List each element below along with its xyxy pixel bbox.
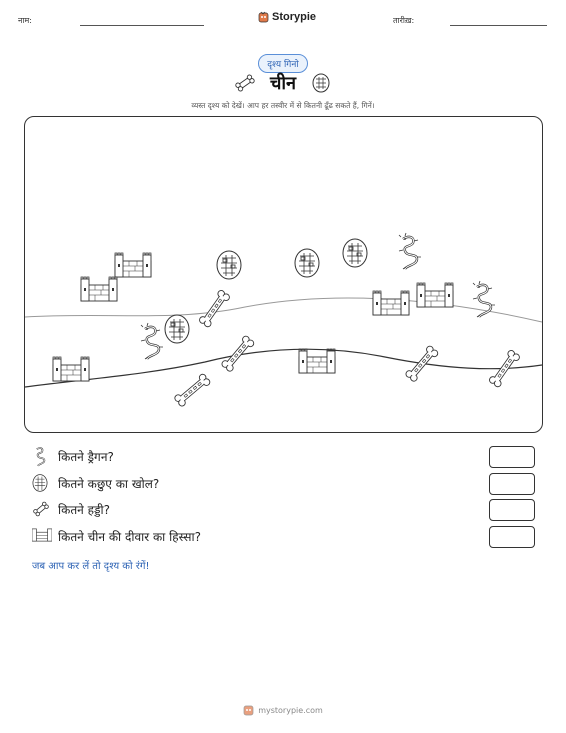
dragon-icon xyxy=(32,447,48,467)
answer-box-dragon[interactable] xyxy=(489,446,535,468)
dragon xyxy=(141,323,163,359)
question-text: कितने ड्रैगन? xyxy=(58,450,114,464)
great-wall-piece xyxy=(299,349,335,373)
question-text: कितने चीन की दीवार का हिस्सा? xyxy=(58,530,201,544)
turtle-shell xyxy=(165,315,189,343)
brand-logo xyxy=(258,11,316,23)
great-wall-piece xyxy=(53,357,89,381)
page-title: चीन xyxy=(269,73,297,94)
activity-badge: दृश्य गिनो xyxy=(258,54,307,73)
color-prompt: जब आप कर लें तो दृश्य को रंगें! xyxy=(32,561,150,572)
turtle-shell xyxy=(295,249,319,277)
date-line[interactable] xyxy=(450,25,547,26)
turtle-shell xyxy=(343,239,367,267)
title-row xyxy=(0,71,566,95)
great-wall-icon xyxy=(32,527,52,543)
question-text: कितने कछुए का खोल? xyxy=(58,477,160,491)
name-label: नाम: xyxy=(18,16,32,25)
answer-box-shell[interactable] xyxy=(489,473,535,495)
great-wall-piece xyxy=(81,277,117,301)
bone xyxy=(173,373,211,407)
instructions: व्यस्त दृश्य को देखें। आप हर तस्वीर में से कितनी ढूँढ सकते हैं, गिनें। xyxy=(191,101,375,110)
busy-scene[interactable] xyxy=(24,116,543,433)
bone-icon xyxy=(32,500,50,518)
answer-box-bone[interactable] xyxy=(489,499,535,521)
footer-url[interactable]: mystorypie.com xyxy=(258,705,323,715)
turtle-shell-icon xyxy=(32,474,48,492)
question-text: कितने हड्डी? xyxy=(58,503,110,517)
great-wall-piece xyxy=(115,253,151,277)
bone xyxy=(198,289,230,328)
scene-illustration xyxy=(25,117,542,432)
brand-name: Storypie xyxy=(272,11,317,23)
turtle-shell-icon xyxy=(310,72,332,94)
turtle-shell xyxy=(217,251,241,279)
dragon xyxy=(399,233,421,269)
storypie-logo-icon xyxy=(258,11,269,23)
great-wall-piece xyxy=(373,291,409,315)
great-wall-piece xyxy=(417,283,453,307)
date-label: तारीख़: xyxy=(393,16,415,25)
storypie-logo-icon xyxy=(243,704,254,716)
bone xyxy=(405,345,439,383)
answer-box-wall[interactable] xyxy=(489,526,535,548)
footer xyxy=(0,704,566,716)
bone-icon xyxy=(234,72,256,94)
name-line[interactable] xyxy=(80,25,204,26)
